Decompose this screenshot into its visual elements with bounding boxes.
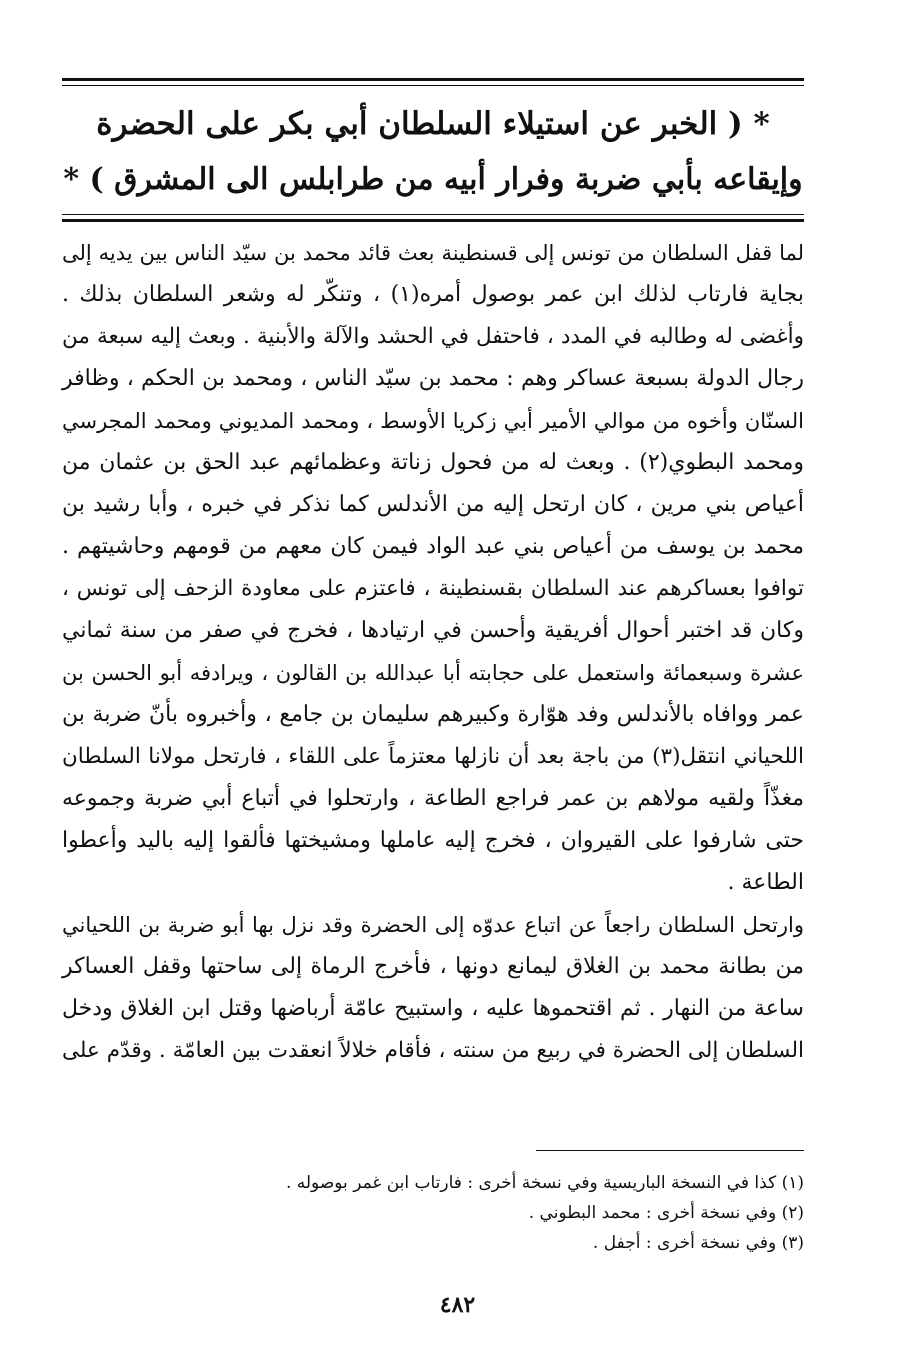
- heading-line-1: * ( الخبر عن استيلاء السلطان أبي بكر على الحضرة: [96, 106, 770, 142]
- footnote-separator: [536, 1150, 804, 1151]
- text-line: أعياص بني مرين ، كان ارتحل إليه من الأندلس كما نذكر في خبره ، وأبا رشيد بن: [62, 492, 804, 517]
- heading-bottom-rule-thick: [62, 219, 804, 222]
- text-line: وأغضى له وطالبه في المدد ، فاحتفل في الحشد والآلة والأبنية . وبعث إليه سبعة من: [62, 324, 804, 349]
- text-line: عشرة وسبعمائة واستعمل على حجابته أبا عبدالله بن القالون ، ويرادفه أبو الحسن بن: [62, 661, 804, 685]
- text-line: محمد بن يوسف من أعياص بني عبد الواد فيمن كان معهم من قومهم وحاشيتهم .: [62, 534, 804, 559]
- text-line: مغذّاً ولقيه مولاهم بن عمر فراجع الطاعة ، وارتحلوا في أتباع أبي ضربة وجموعه: [62, 786, 804, 811]
- chapter-heading: [62, 96, 804, 208]
- text-line: رجال الدولة بسبعة عساكر وهم : محمد بن سيّد الناس ، ومحمد بن الحكم ، وظافر: [62, 366, 804, 391]
- text-line: السلطان إلى الحضرة في ربيع من سنته ، فأقام خلالاً انعقدت بين العامّة . وقدّم على: [62, 1038, 804, 1063]
- heading-line-2: وإيقاعه بأبي ضربة وفرار أبيه من طرابلس الى المشرق ) *: [63, 162, 803, 197]
- top-rule-thick: [62, 78, 804, 81]
- heading-bottom-rule-thin: [62, 214, 804, 215]
- footnotes: [62, 1168, 804, 1258]
- text-line: لما قفل السلطان من تونس إلى قسنطينة بعث قائد محمد بن سيّد الناس بين يديه إلى: [62, 241, 805, 265]
- text-line: توافوا بعساكرهم عند السلطان بقسنطينة ، فاعتزم على معاودة الزحف إلى تونس ،: [62, 576, 804, 601]
- text-line: السنّان وأخوه من موالي الأمير أبي زكريا الأوسط ، ومحمد المديوني ومحمد المجرسي: [62, 409, 804, 433]
- text-line: اللحياني انتقل(٣) من باجة بعد أن نازلها معتزماً على اللقاء ، فارتحل مولانا السلطان: [62, 744, 804, 769]
- text-line: وكان قد اختبر أحوال أفريقية وأحسن في ارتيادها ، فخرج في صفر من سنة ثماني: [62, 618, 804, 643]
- text-line: ساعة من النهار . ثم اقتحموها عليه ، واستبيح عامّة أرباضها وقتل ابن الغلاق ودخل: [62, 996, 804, 1021]
- top-rule-thin: [62, 85, 804, 86]
- footnote-1: (١) كذا في النسخة الباريسية وفي نسخة أخرى : فارتاب ابن غمر بوصوله .: [285, 1173, 804, 1193]
- footnote-2: (٢) وفي نسخة أخرى : محمد البطوني .: [528, 1203, 804, 1223]
- text-line: ومحمد البطوي(٢) . وبعث له من فحول زناتة وعظمائهم عبد الحق بن عثمان من: [62, 450, 804, 475]
- text-line: من بطانة محمد بن الغلاق ليمانع دونها ، فأخرج الرماة إلى ساحتها وقفل العساكر: [62, 954, 804, 979]
- text-line: وارتحل السلطان راجعاً عن اتباع عدوّه إلى الحضرة وقد نزل بها أبو ضربة بن اللحياني: [62, 913, 804, 937]
- body-text: [62, 232, 804, 1072]
- text-line: حتى شارفوا على القيروان ، فخرج إليه عاملها ومشيختها فألقوا إليه باليد وأعطوا: [62, 828, 804, 853]
- footnote-3: (٣) وفي نسخة أخرى : أجفل .: [592, 1233, 804, 1253]
- page-number: ٤٨٢: [439, 1292, 476, 1318]
- text-line: الطاعة .: [727, 870, 804, 895]
- text-line: بجاية فارتاب لذلك ابن عمر بوصول أمره(١) ، وتنكّر له وشعر السلطان بذلك .: [62, 282, 804, 307]
- text-line: عمر ووافاه بالأندلس وفد هوّارة وكبيرهم سليمان بن جامع ، وأخبروه بأنّ ضربة بن: [62, 702, 804, 727]
